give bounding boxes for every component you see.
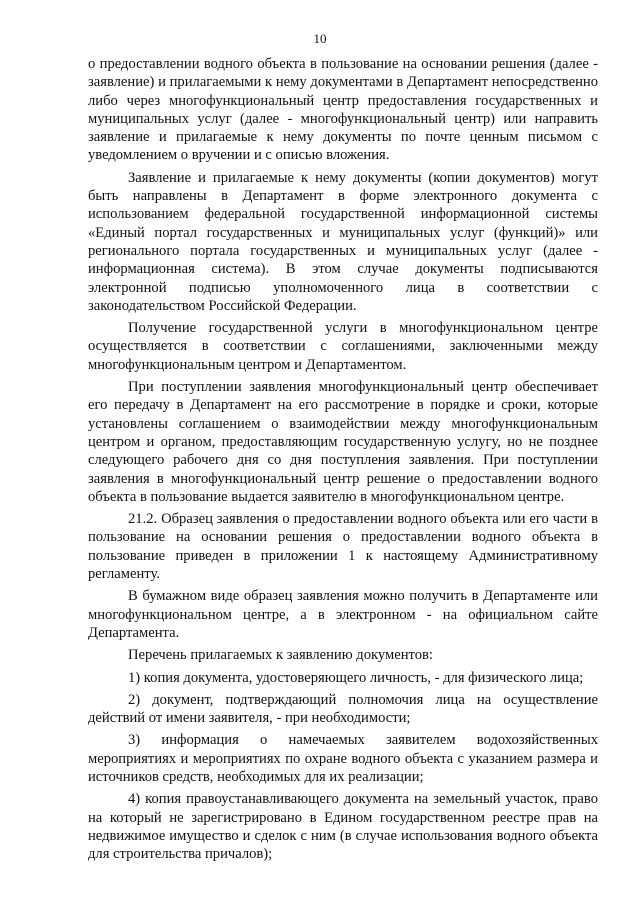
paragraph-electronic-submission: Заявление и прилагаемые к нему документы (копии документов) могут быть направлены в Департамент в форме электронного документа с использованием федеральной государственной информационной системы «Единый портал государственных и муниципальных услуг (функций)» или регионального портала государственных и муниципальных услуг (далее - информационная система). В этом случае документы подписываются электронной подписью уполномоченного лица в соответствии с законодательством Российской Федерации.	[88, 169, 598, 314]
paragraph-mfc-transfer: При поступлении заявления многофункциональный центр обеспечивает его передачу в Департамент на его рассмотрение в порядке и сроки, которые установлены соглашением о взаимодействии между многофункциональным центром и органом, предоставляющим государственную услугу, но не позднее следующего рабочего дня со дня поступления заявления. При поступлении заявления в многофункциональный центр решение о предоставлении водного объекта в пользование выдается заявителю в многофункциональном центре.	[88, 379, 598, 505]
paragraph-documents-list-heading: Перечень прилагаемых к заявлению документов:	[128, 647, 433, 664]
list-item-authority-document: 2) документ, подтверждающий полномочия лица на осуществление действий от имени заявителя, - при необходимости;	[88, 691, 598, 727]
list-item-water-measures-info: 3) информация о намечаемых заявителем водохозяйственных мероприятиях и мероприятиях по охране водного объекта с указанием размера и источников средств, необходимых для их реализации;	[88, 732, 598, 785]
list-item-land-title-copy: 4) копия правоустанавливающего документа на земельный участок, право на который не зарегистрировано в Едином государственном реестре прав на недвижимое имущество и сделок с ним (в случае использования водного объекта для строительства причалов);	[88, 791, 598, 863]
page-number: 10	[313, 31, 327, 46]
document-body	[88, 55, 598, 863]
paragraph-mfc-service: Получение государственной услуги в многофункциональном центре осуществляется в соответствии с соглашениями, заключенными между многофункциональным центром и Департаментом.	[88, 320, 598, 373]
paragraph-section-21-2: 21.2. Образец заявления о предоставлении водного объекта или его части в пользование на основании решения о предоставлении водного объекта в пользование приведен в приложении 1 к настоящему Административному регламенту.	[88, 511, 598, 583]
paragraph-form-availability: В бумажном виде образец заявления можно получить в Департаменте или многофункциональном центре, а в электронном - на официальном сайте Департамента.	[88, 588, 598, 641]
list-item-identity-document: 1) копия документа, удостоверяющего личность, - для физического лица;	[128, 669, 584, 686]
paragraph-application-submission: о предоставлении водного объекта в пользование на основании решения (далее - заявление) и прилагаемыми к нему документами в Департамент непосредственно либо через многофункциональный центр предоставления государственных и муниципальных услуг (далее - многофункциональный центр) или направить заявление и прилагаемые к нему документы по почте ценным письмом с уведомлением о вручении и с описью вложения.	[88, 56, 598, 164]
